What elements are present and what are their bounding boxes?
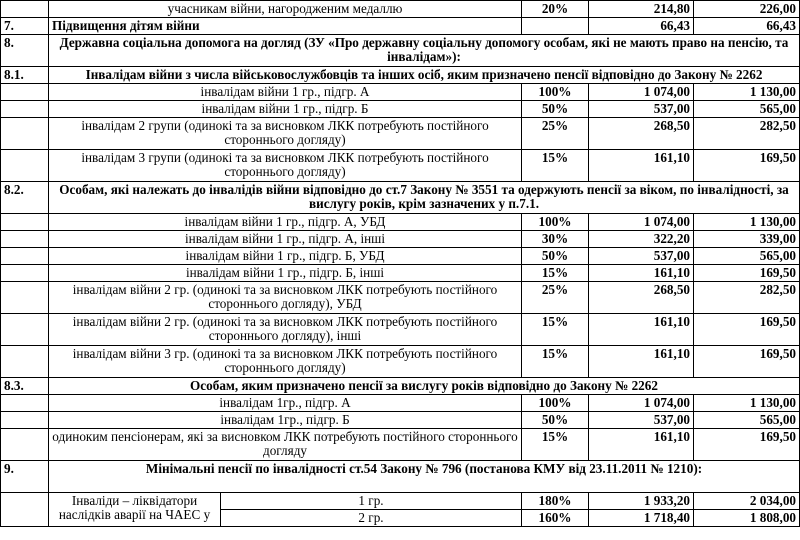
row-desc: інвалідам війни 3 гр. (одинокі та за висновком ЛКК потребують постійного стороннього догляду): [49, 346, 522, 378]
row-value-1: 161,10: [589, 346, 694, 378]
section-number: 7.: [1, 18, 49, 35]
section-title: Інвалідам війни з числа військовослужбовців та інших осіб, яким призначено пенсії відповідно до Закону № 2262: [49, 67, 800, 84]
row-value-2: 1 130,00: [694, 214, 800, 231]
row-value-2: 169,50: [694, 150, 800, 182]
group-label: Інваліди – ліквідатори наслідків аварії на ЧАЕС у: [49, 493, 221, 527]
table-row: [1, 84, 800, 101]
row-percent: 100%: [522, 395, 589, 412]
row-percent: 25%: [522, 118, 589, 150]
table-row: [1, 18, 800, 35]
table-row: [1, 182, 800, 214]
row-desc: інвалідам війни 1 гр., підгр. Б, УБД: [49, 248, 522, 265]
table-row: [1, 378, 800, 395]
row-value-2: 2 034,00: [694, 493, 800, 510]
row-desc: інвалідам 2 групи (одинокі та за висновком ЛКК потребують постійного стороннього догляду): [49, 118, 522, 150]
table-row: [1, 282, 800, 314]
table-row: [1, 118, 800, 150]
row-value-1: 268,50: [589, 118, 694, 150]
row-value-1: 322,20: [589, 231, 694, 248]
table-row: [1, 265, 800, 282]
row-value-2: 169,50: [694, 346, 800, 378]
row-value-1: 537,00: [589, 101, 694, 118]
row-value-2: 1 130,00: [694, 395, 800, 412]
row-value-2: 565,00: [694, 412, 800, 429]
row-value-2: 565,00: [694, 248, 800, 265]
row-value-2: 1 808,00: [694, 510, 800, 527]
row-desc: 2 гр.: [221, 510, 522, 527]
row-percent: 50%: [522, 248, 589, 265]
row-desc: інвалідам війни 1 гр., підгр. А: [49, 84, 522, 101]
table-row: [1, 150, 800, 182]
row-value-1: 161,10: [589, 265, 694, 282]
row-value-1: 268,50: [589, 282, 694, 314]
row-desc: одиноким пенсіонерам, які за висновком ЛКК потребують постійного стороннього догляду: [49, 429, 522, 461]
table-row: [1, 214, 800, 231]
table-row: [1, 1, 800, 18]
table-row: [1, 248, 800, 265]
row-value-2: 169,50: [694, 314, 800, 346]
row-percent: 15%: [522, 346, 589, 378]
row-percent: 25%: [522, 282, 589, 314]
row-percent: 15%: [522, 429, 589, 461]
section-title: Особам, яким призначено пенсії за вислугу років відповідно до Закону № 2262: [49, 378, 800, 395]
row-desc: інвалідам 1гр., підгр. А: [49, 395, 522, 412]
row-value-2: 66,43: [694, 18, 800, 35]
row-percent: 15%: [522, 150, 589, 182]
table-row: [1, 412, 800, 429]
row-value-1: 537,00: [589, 412, 694, 429]
row-percent: 15%: [522, 265, 589, 282]
table-row: [1, 314, 800, 346]
row-value-2: 169,50: [694, 429, 800, 461]
table-row: [1, 346, 800, 378]
row-value-2: 169,50: [694, 265, 800, 282]
row-desc: інвалідам війни 1 гр., підгр. А, інші: [49, 231, 522, 248]
row-desc: інвалідам війни 1 гр., підгр. А, УБД: [49, 214, 522, 231]
row-desc: інвалідам війни 1 гр., підгр. Б: [49, 101, 522, 118]
row-value-1: 66,43: [589, 18, 694, 35]
row-percent: 20%: [522, 1, 589, 18]
row-value-1: 214,80: [589, 1, 694, 18]
section-title: Особам, які належать до інвалідів війни відповідно до ст.7 Закону № 3551 та одержують пенсії за віком, по інвалідності, за вислугу років, крім зазначених у п.7.1.: [49, 182, 800, 214]
row-value-1: 537,00: [589, 248, 694, 265]
row-desc: інвалідам війни 1 гр., підгр. Б, інші: [49, 265, 522, 282]
row-value-2: 1 130,00: [694, 84, 800, 101]
row-value-1: 1 074,00: [589, 84, 694, 101]
row-percent: [522, 18, 589, 35]
row-value-1: 161,10: [589, 314, 694, 346]
row-value-1: 1 933,20: [589, 493, 694, 510]
row-percent: 30%: [522, 231, 589, 248]
row-value-2: 565,00: [694, 101, 800, 118]
row-value-1: 1 074,00: [589, 395, 694, 412]
section-title: Державна соціальна допомога на догляд (ЗУ «Про державну соціальну допомогу особам, які не мають право на пенсію, та інвалідам»):: [49, 35, 800, 67]
num-cell: [1, 1, 49, 18]
table-row: [1, 395, 800, 412]
section-number: 8.2.: [1, 182, 49, 214]
section-number: 8.1.: [1, 67, 49, 84]
row-percent: 100%: [522, 84, 589, 101]
table-row: [1, 67, 800, 84]
row-percent: 160%: [522, 510, 589, 527]
section-number: 8.3.: [1, 378, 49, 395]
table-row: [1, 101, 800, 118]
table-row: [1, 429, 800, 461]
row-value-1: 161,10: [589, 150, 694, 182]
row-value-2: 282,50: [694, 118, 800, 150]
row-value-2: 226,00: [694, 1, 800, 18]
row-value-1: 1 718,40: [589, 510, 694, 527]
row-percent: 15%: [522, 314, 589, 346]
section-title: Підвищення дітям війни: [49, 18, 522, 35]
table-row: [1, 493, 800, 510]
section-title: Мінімальні пенсії по інвалідності ст.54 Закону № 796 (постанова КМУ від 23.11.2011 № 1210):: [49, 461, 800, 493]
row-value-1: 1 074,00: [589, 214, 694, 231]
table-row: [1, 461, 800, 493]
row-desc: інвалідам 1гр., підгр. Б: [49, 412, 522, 429]
row-desc: інвалідам 3 групи (одинокі та за висновком ЛКК потребують постійного стороннього догляду): [49, 150, 522, 182]
row-value-2: 339,00: [694, 231, 800, 248]
row-percent: 50%: [522, 412, 589, 429]
section-number: 8.: [1, 35, 49, 67]
row-desc: інвалідам війни 2 гр. (одинокі та за висновком ЛКК потребують постійного стороннього догляду), інші: [49, 314, 522, 346]
row-value-1: 161,10: [589, 429, 694, 461]
row-percent: 50%: [522, 101, 589, 118]
row-value-2: 282,50: [694, 282, 800, 314]
row-percent: 180%: [522, 493, 589, 510]
table-row: [1, 35, 800, 67]
section-number: 9.: [1, 461, 49, 493]
row-desc: учасникам війни, нагородженим медаллю: [49, 1, 522, 18]
table-row: [1, 231, 800, 248]
row-percent: 100%: [522, 214, 589, 231]
row-desc: 1 гр.: [221, 493, 522, 510]
row-desc: інвалідам війни 2 гр. (одинокі та за висновком ЛКК потребують постійного стороннього догляду), УБД: [49, 282, 522, 314]
